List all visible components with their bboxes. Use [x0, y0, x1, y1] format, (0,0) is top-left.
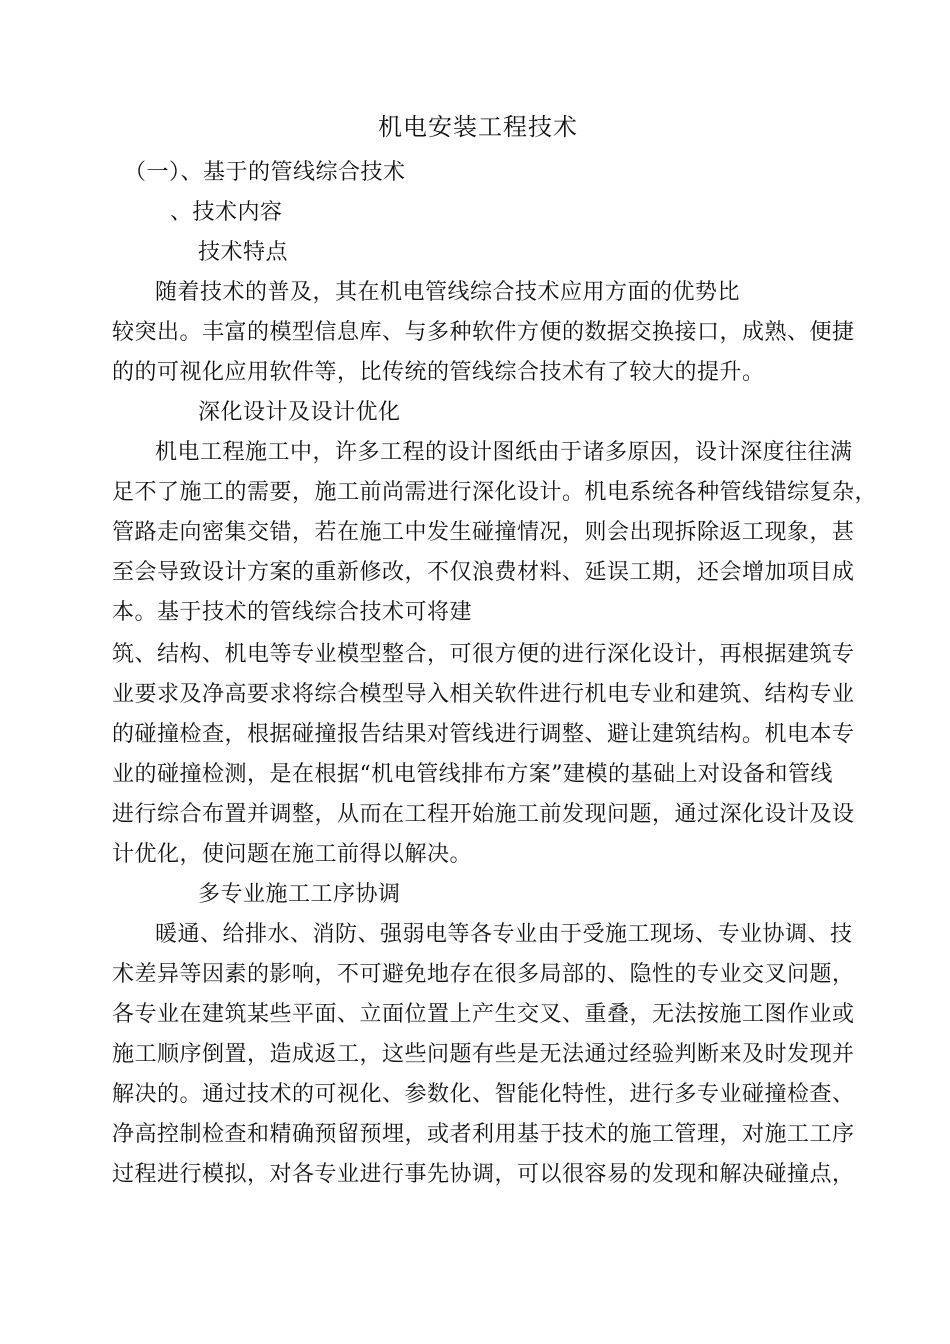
paragraph-line: 过程进行模拟，对各专业进行事先协调，可以很容易的发现和解决碰撞点，	[112, 1162, 855, 1187]
paragraph-line: 足不了施工的需要，施工前尚需进行深化设计。机电系统各种管线错综复杂，	[112, 480, 878, 505]
subhead-coordination: 多专业施工工序协调	[198, 882, 401, 907]
paragraph-line: 各专业在建筑某些平面、立面位置上产生交叉、重叠，无法按施工图作业或	[112, 1002, 855, 1027]
paragraph-line: 解决的。通过技术的可视化、参数化、智能化特性，进行多专业碰撞检查、	[112, 1082, 855, 1107]
paragraph-line: 计优化，使问题在施工前得以解决。	[112, 842, 473, 867]
paragraph-line: 业的碰撞检测，是在根据“机电管线排布方案”建模的基础上对设备和管线	[112, 762, 833, 787]
subhead-deepening: 深化设计及设计优化	[198, 400, 401, 425]
section-heading: （一）、基于的管线综合技术	[124, 160, 406, 185]
paragraph-line: 至会导致设计方案的重新修改，不仅浪费材料、延误工期，还会增加项目成	[112, 560, 855, 585]
subsection-heading: 、技术内容	[170, 200, 283, 225]
document-title: 机电安装工程技术	[378, 113, 578, 141]
paragraph-line: 的碰撞检查，根据碰撞报告结果对管线进行调整、避让建筑结构。机电本专	[112, 722, 855, 747]
paragraph-line: 随着技术的普及，其在机电管线综合技术应用方面的优势比	[155, 280, 741, 305]
paragraph-line: 较突出。丰富的模型信息库、与多种软件方便的数据交换接口，成熟、便捷	[112, 320, 855, 345]
paragraph-line: 暖通、给排水、消防、强弱电等各专业由于受施工现场、专业协调、技	[155, 922, 853, 947]
paragraph-line: 业要求及净高要求将综合模型导入相关软件进行机电专业和建筑、结构专业	[112, 682, 855, 707]
paragraph-line: 机电工程施工中，许多工程的设计图纸由于诸多原因，设计深度往往满	[155, 440, 853, 465]
paragraph-line: 筑、结构、机电等专业模型整合，可很方便的进行深化设计，再根据建筑专	[112, 642, 855, 667]
paragraph-line: 施工顺序倒置，造成返工，这些问题有些是无法通过经验判断来及时发现并	[112, 1042, 855, 1067]
paragraph-line: 的的可视化应用软件等，比传统的管线综合技术有了较大的提升。	[112, 360, 765, 385]
paragraph-line: 术差异等因素的影响，不可避免地存在很多局部的、隐性的专业交叉问题，	[112, 962, 855, 987]
paragraph-line: 进行综合布置并调整，从而在工程开始施工前发现问题，通过深化设计及设	[112, 802, 855, 827]
subhead-features: 技术特点	[198, 240, 289, 265]
paragraph-line: 本。基于技术的管线综合技术可将建	[112, 600, 473, 625]
paragraph-line: 净高控制检查和精确预留预埋，或者利用基于技术的施工管理，对施工工序	[112, 1122, 855, 1147]
paragraph-line: 管路走向密集交错，若在施工中发生碰撞情况，则会出现拆除返工现象，甚	[112, 520, 855, 545]
